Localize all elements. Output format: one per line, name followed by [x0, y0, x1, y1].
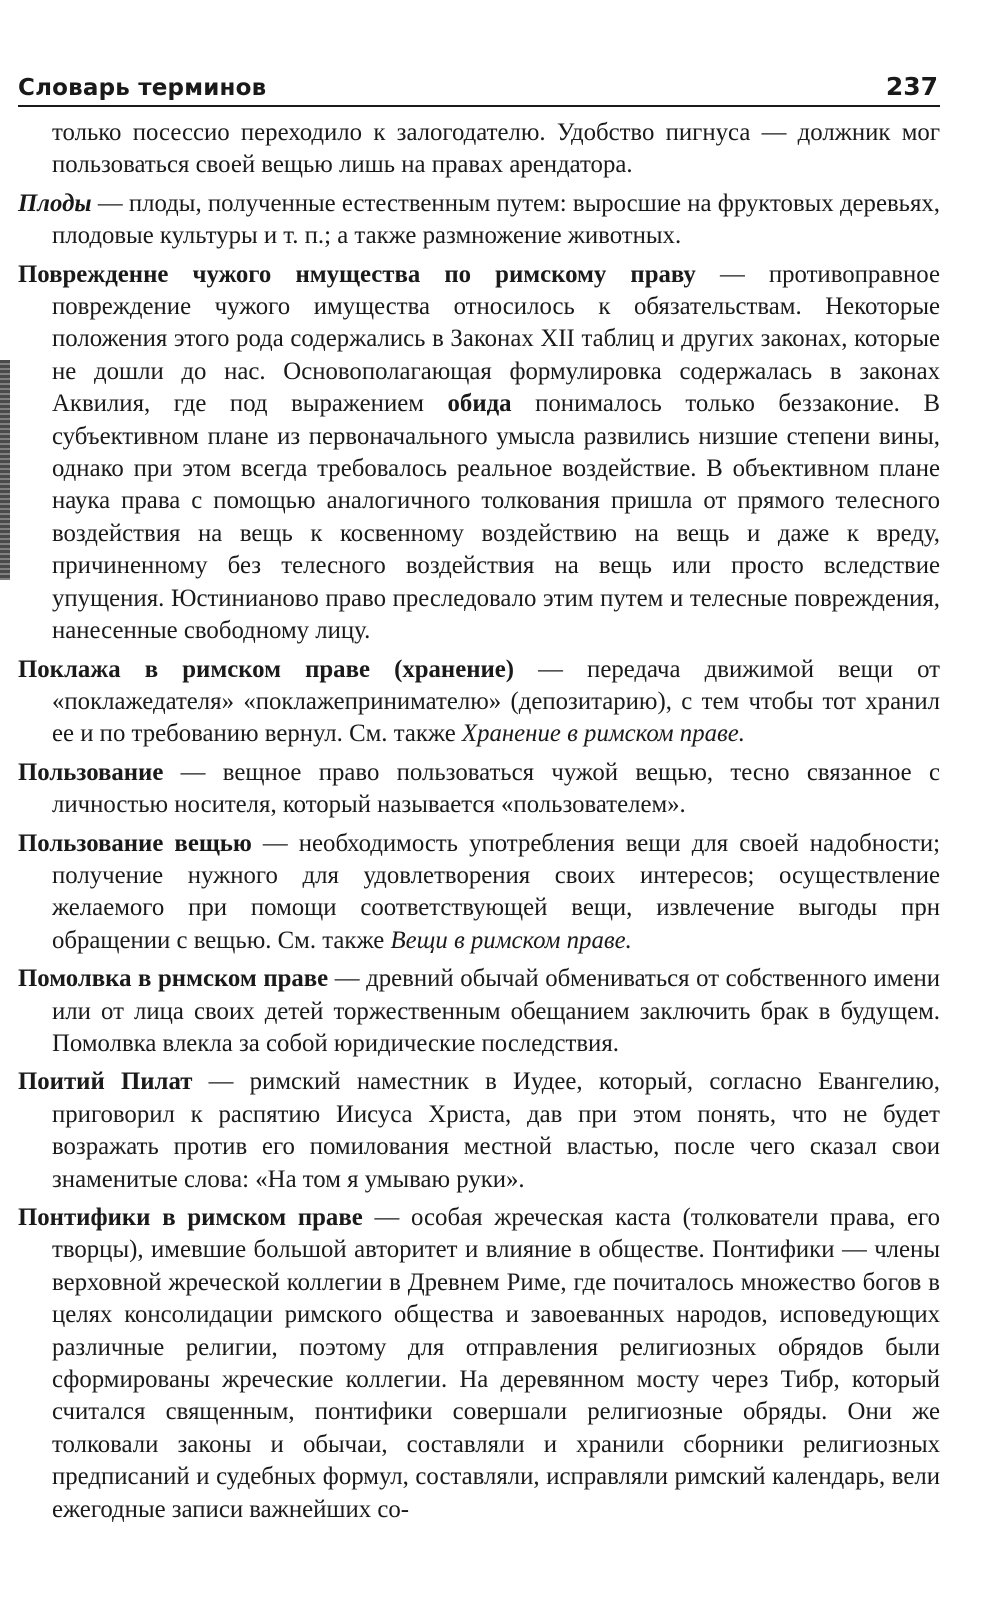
entry-term: Помолвка в рнмском праве: [18, 965, 329, 993]
scan-edge-shadow: [0, 360, 10, 580]
entry-cross-reference: Вещи в римском праве.: [390, 926, 632, 954]
glossary-entry-povrezhdenie: [18, 259, 940, 648]
entry-text: — плоды, полученные естественным путем: выросшие на фруктовых деревьях, плодовые культуры и т. п.; а также размножение животных.: [52, 189, 940, 250]
glossary-entry-poklazha: [18, 654, 940, 751]
dictionary-page: [18, 72, 940, 1532]
entry-term: Поврежденне чужого нмущества по римскому праву: [18, 260, 696, 288]
entry-term: Пользование: [18, 758, 164, 786]
entry-text: — передача движимой вещи от «поклажедателя» «поклажепринимателю» (депозитарию), с тем чтобы тот хранил ее и по требованию вернул. См. также: [52, 655, 941, 748]
glossary-entry-continuation: [18, 117, 940, 182]
entry-text: — особая жреческая каста (толкователи права, его творцы), имевшие большой авторитет и влияние в обществе. Понтифики — члены верховной жреческой коллегии в Древнем Риме, где почиталось множество богов в целях консолидации римского общества и завоеванных народов, исповедующих различные религии, поэтому для отправления религиозных обрядов были сформированы жреческие коллегии. На деревянном мосту через Тибр, который считался священным, понтифики совершали религиозные обряды. Они же толковали законы и обычаи, составляли и хранили сборники религиозных предписаний и судебных формул, составляли, исправляли римский календарь, вели ежегодные записи важнейших со-: [52, 1204, 940, 1523]
running-head-title: Словарь терминов: [18, 75, 267, 101]
entry-text: — римский наместник в Иудее, который, согласно Евангелию, приговорил к распятию Иисуса Христа, дав при этом понять, что не будет возражать против его помилования местной властью, после чего сказал свои знаменитые слова: «На том я умываю руки».: [52, 1068, 940, 1193]
glossary-entry-pontifiki: [18, 1202, 940, 1526]
glossary-entry-polzovanie: [18, 757, 940, 822]
entry-cross-reference: Хранение в римском праве.: [461, 720, 745, 748]
running-head: [18, 72, 940, 107]
entry-term: Понтифики в римском праве: [18, 1204, 363, 1231]
entry-term: Пользование вещью: [18, 829, 252, 857]
entry-term: Поклажа в римском праве (хранение): [18, 655, 515, 683]
entry-term: Поитий Пилат: [18, 1068, 193, 1096]
glossary-entry-pontiy-pilat: [18, 1066, 940, 1196]
entry-text: — древний обычай обмениваться от собственного имени или от лица своих детей торжественным обещанием заключить брак в будущем. Помолвка влекла за собой юридические последствия.: [52, 965, 941, 1057]
glossary-entries: [18, 117, 940, 1526]
glossary-entry-plody: [18, 188, 940, 253]
entry-text: только посессио переходило к залогодателю. Удобство пигнуса — должник мог пользоваться своей вещью лишь на правах арендатора.: [52, 119, 940, 179]
page-number: 237: [885, 72, 938, 101]
entry-text: — вещное право пользоваться чужой вещью, тесно связанное с личностью носителя, который называется «пользователем».: [52, 758, 940, 819]
entry-bold-word: обида: [447, 390, 512, 418]
glossary-entry-pomolvka: [18, 963, 940, 1060]
entry-term: Плоды: [18, 189, 92, 217]
entry-text: — необходимость употребления вещи для своей надобности; получение нужного для удовлетворения своих интересов; осуществление желаемого при помощи соответствующей вещи, извлечение выгоды прн обращении с вещью. См. также: [52, 829, 941, 954]
entry-text: понималось только беззаконие. В субъективном плане из первоначального умысла развились низшие степени вины, однако при этом всегда требовалось реальное воздействие. В объективном плане наука права с помощью аналогичного толкования пришла от прямого телесного воздействия на вещь к косвенному воздействию на вещь и даже к вреду, причиненному без телесного воздействия на вещь или просто вследствие упущения. Юстинианово право преследовало этим путем и телесные повреждения, нанесенные свободному лицу.: [52, 390, 940, 645]
glossary-entry-polzovanie-veshchyu: [18, 828, 940, 958]
entry-text: — противоправное повреждение чужого имущества относилось к обязательствам. Некоторые положения этого рода содержались в Законах XII таблиц и других законах, которые не дошли до нас. Основополагающая формулировка содержалась в законах Аквилия, где под выражением: [52, 260, 940, 418]
